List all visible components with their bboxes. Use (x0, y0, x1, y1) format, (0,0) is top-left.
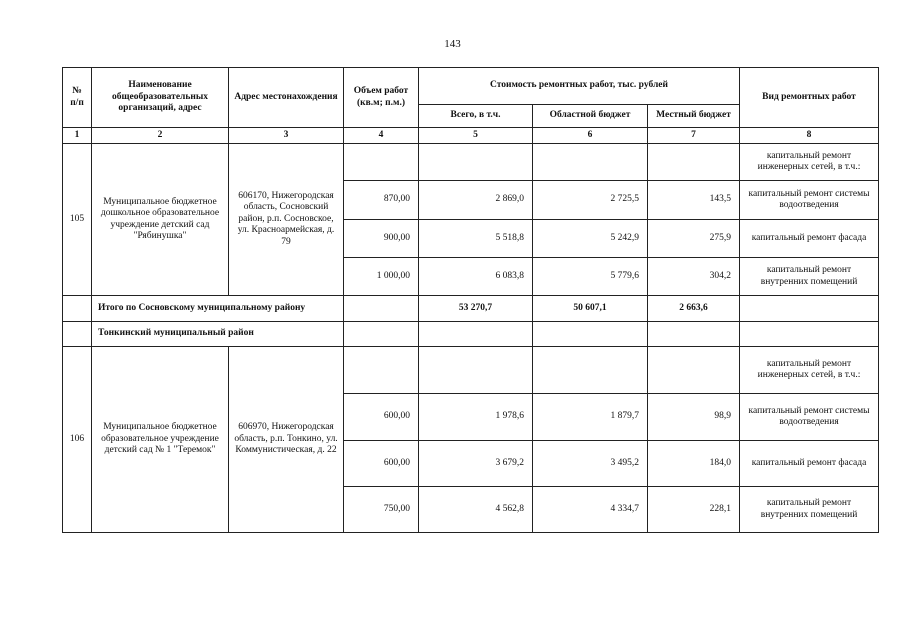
work-type-cell: капитальный ремонт системы водоотведения (740, 181, 879, 220)
regional-cell: 5 779,6 (533, 258, 648, 296)
work-type-cell: капитальный ремонт фасада (740, 441, 879, 487)
district-title: Тонкинский муниципальный район (92, 322, 344, 347)
total-row (63, 296, 879, 322)
local-cell: 98,9 (648, 394, 740, 441)
local-cell: 304,2 (648, 258, 740, 296)
institution-address: 606970, Нижегородская область, р.п. Тонкино, ул. Коммунистическая, д. 22 (229, 347, 344, 533)
table-row (63, 347, 879, 394)
work-type-cell: капитальный ремонт инженерных сетей, в т.ч.: (740, 347, 879, 394)
volume-cell: 750,00 (344, 487, 419, 533)
local-cell (648, 144, 740, 181)
empty-cell (740, 296, 879, 322)
empty-cell (533, 322, 648, 347)
empty-cell (63, 296, 92, 322)
repair-table (62, 67, 879, 533)
table-row (63, 144, 879, 181)
local-cell (648, 347, 740, 394)
header-local: Местный бюджет (648, 105, 740, 128)
institution-name: Муниципальное бюджетное дошкольное образовательное учреждение детский сад "Рябинушка" (92, 144, 229, 296)
regional-cell (533, 347, 648, 394)
colnum-1: 1 (63, 128, 92, 144)
total-regional: 50 607,1 (533, 296, 648, 322)
work-type-cell: капитальный ремонт инженерных сетей, в т.ч.: (740, 144, 879, 181)
volume-cell: 600,00 (344, 394, 419, 441)
volume-cell: 900,00 (344, 220, 419, 258)
header-total: Всего, в т.ч. (419, 105, 533, 128)
volume-cell (344, 144, 419, 181)
district-row (63, 322, 879, 347)
volume-cell: 870,00 (344, 181, 419, 220)
total-cell: 3 679,2 (419, 441, 533, 487)
total-cell: 1 978,6 (419, 394, 533, 441)
colnum-6: 6 (533, 128, 648, 144)
total-local: 2 663,6 (648, 296, 740, 322)
empty-cell (419, 322, 533, 347)
regional-cell: 4 334,7 (533, 487, 648, 533)
empty-cell (63, 322, 92, 347)
empty-cell (344, 296, 419, 322)
header-regional: Областной бюджет (533, 105, 648, 128)
colnum-3: 3 (229, 128, 344, 144)
total-cell: 2 869,0 (419, 181, 533, 220)
volume-cell: 600,00 (344, 441, 419, 487)
regional-cell: 5 242,9 (533, 220, 648, 258)
colnum-2: 2 (92, 128, 229, 144)
row-num: 106 (63, 347, 92, 533)
institution-address: 606170, Нижегородская область, Сосновский район, р.п. Сосновское, ул. Красноармейская, д. 79 (229, 144, 344, 296)
work-type-cell: капитальный ремонт системы водоотведения (740, 394, 879, 441)
header-cost-group: Стоимость ремонтных работ, тыс. рублей (419, 68, 740, 105)
regional-cell: 1 879,7 (533, 394, 648, 441)
total-cell: 4 562,8 (419, 487, 533, 533)
header-address: Адрес местонахождения (229, 68, 344, 128)
colnum-7: 7 (648, 128, 740, 144)
header-num: № п/п (63, 68, 92, 128)
local-cell: 184,0 (648, 441, 740, 487)
local-cell: 275,9 (648, 220, 740, 258)
work-type-cell: капитальный ремонт внутренних помещений (740, 258, 879, 296)
total-cell: 5 518,8 (419, 220, 533, 258)
total-cell (419, 347, 533, 394)
header-work-type: Вид ремонтных работ (740, 68, 879, 128)
empty-cell (344, 322, 419, 347)
regional-cell: 2 725,5 (533, 181, 648, 220)
empty-cell (648, 322, 740, 347)
colnum-8: 8 (740, 128, 879, 144)
total-cell (419, 144, 533, 181)
institution-name: Муниципальное бюджетное образовательное учреждение детский сад № 1 "Теремок" (92, 347, 229, 533)
row-num: 105 (63, 144, 92, 296)
colnum-5: 5 (419, 128, 533, 144)
header-name: Наименование общеобразовательных организаций, адрес (92, 68, 229, 128)
empty-cell (740, 322, 879, 347)
volume-cell: 1 000,00 (344, 258, 419, 296)
volume-cell (344, 347, 419, 394)
regional-cell (533, 144, 648, 181)
total-sum: 53 270,7 (419, 296, 533, 322)
work-type-cell: капитальный ремонт внутренних помещений (740, 487, 879, 533)
page-number: 143 (444, 38, 461, 50)
regional-cell: 3 495,2 (533, 441, 648, 487)
local-cell: 228,1 (648, 487, 740, 533)
total-label: Итого по Сосновскому муниципальному району (92, 296, 344, 322)
work-type-cell: капитальный ремонт фасада (740, 220, 879, 258)
local-cell: 143,5 (648, 181, 740, 220)
total-cell: 6 083,8 (419, 258, 533, 296)
colnum-4: 4 (344, 128, 419, 144)
header-volume: Объем работ (кв.м; п.м.) (344, 68, 419, 128)
